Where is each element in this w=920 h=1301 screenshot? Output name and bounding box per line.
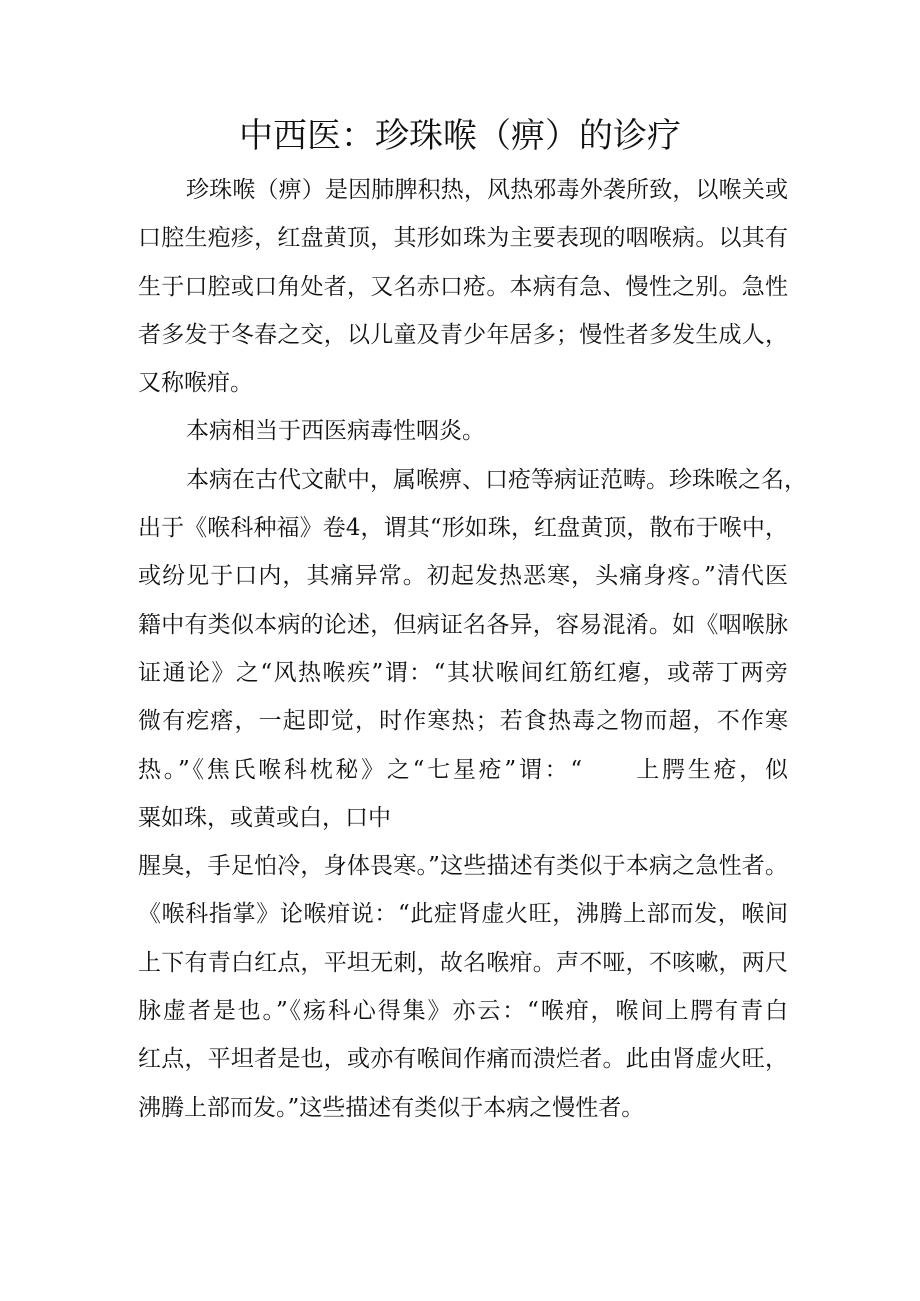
text-line: 腥臭，手足怕冷，身体畏寒。”这些描述有类似于本病之急性者。	[138, 853, 788, 880]
text-line: 生于口腔或口角处者，又名赤口疮。本病有急、慢性之别。急性	[138, 273, 788, 300]
text-line: 口腔生疱疹，红盘黄顶，其形如珠为主要表现的咽喉病。以其有	[138, 225, 788, 252]
text-line: 《喉科指掌》论喉疳说：“此症肾虚火旺，沸腾上部而发，喉间	[138, 901, 788, 928]
document-body	[138, 166, 807, 1132]
text-line: 证通论》之“风热喉疾”谓：“其状喉间红筋红瘪，或蒂丁两旁	[138, 659, 788, 686]
text-line: 上下有青白红点，平坦无刺，故名喉疳。声不哑，不咳嗽，两尺	[138, 949, 788, 976]
text-line: 红点，平坦者是也，或亦有喉间作痛而溃烂者。此由肾虚火旺，	[138, 1046, 788, 1073]
document-title: 中西医：珍珠喉（痹）的诊疗	[239, 116, 681, 156]
text-line: 热。”《焦氏喉科枕秘》之“七星疮”谓：“ 上腭生疮，似	[138, 756, 788, 783]
text-line: 本病在古代文献中，属喉痹、口疮等病证范畴。珍珠喉之名，	[186, 466, 807, 493]
text-line: 微有疙瘩，一起即觉，时作寒热；若食热毒之物而超，不作寒	[138, 708, 788, 735]
text-line: 出于《喉科种福》卷4，谓其“形如珠，红盘黄顶，散布于喉中，	[138, 515, 788, 542]
text-line: 本病相当于西医病毒性咽炎。	[186, 418, 485, 445]
text-line: 或纷见于口内，其痛异常。初起发热恶寒，头痛身疼。”清代医	[138, 563, 788, 590]
text-line: 又称喉疳。	[138, 370, 253, 397]
text-line: 者多发于冬春之交，以儿童及青少年居多；慢性者多发生成人，	[138, 321, 788, 348]
text-line: 珍珠喉（痹）是因肺脾积热，风热邪毒外袭所致，以喉关或	[186, 177, 788, 203]
text-line: 籍中有类似本病的论述，但病证名各异，容易混淆。如《咽喉脉	[138, 611, 788, 638]
text-line: 脉虚者是也。”《疡科心得集》亦云：“喉疳，喉间上腭有青白	[138, 998, 788, 1025]
text-line: 沸腾上部而发。”这些描述有类似于本病之慢性者。	[138, 1094, 645, 1121]
text-line: 粟如珠，或黄或白，口中	[138, 804, 391, 831]
